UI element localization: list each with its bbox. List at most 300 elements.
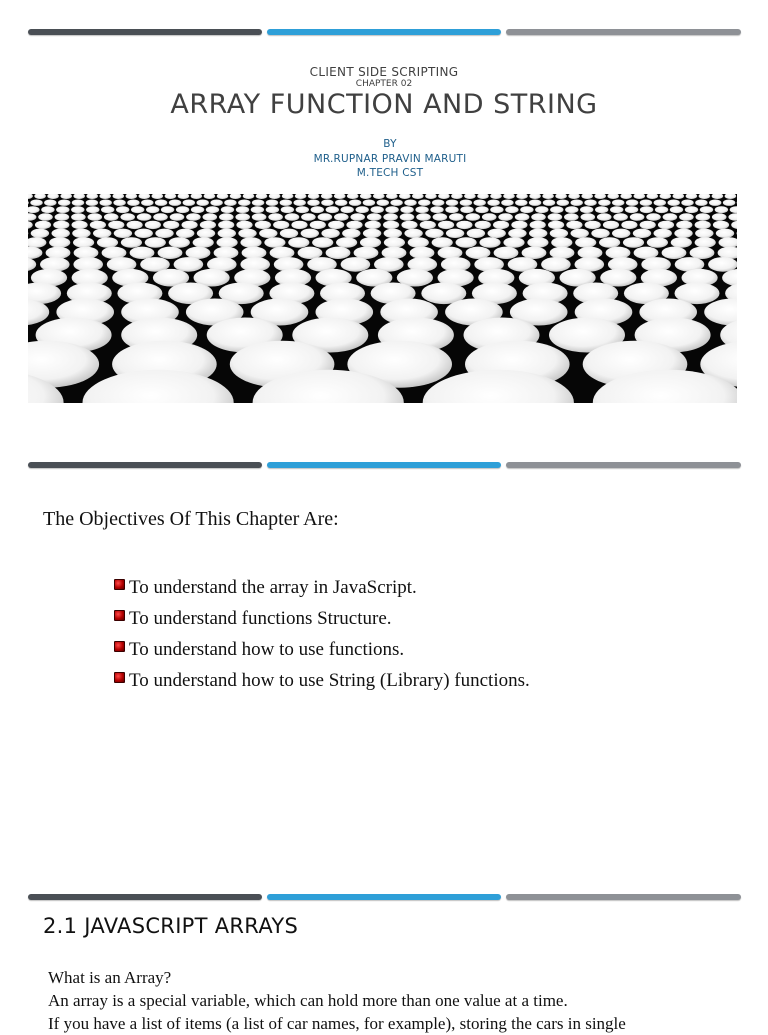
disc <box>404 229 422 238</box>
by-label: BY <box>6 137 768 152</box>
disc <box>385 206 398 213</box>
disc <box>252 213 267 221</box>
divider-bar-dark <box>28 29 262 35</box>
disc <box>467 229 485 238</box>
disc <box>55 213 70 221</box>
disc <box>668 200 680 206</box>
disc <box>640 221 656 229</box>
disc <box>474 200 486 206</box>
disc <box>155 200 167 206</box>
disc <box>685 206 698 213</box>
disc <box>709 200 721 206</box>
disc <box>400 206 413 213</box>
section-body <box>48 966 748 1035</box>
disc <box>456 221 472 229</box>
disc <box>298 247 323 259</box>
disc <box>603 221 619 229</box>
disc <box>342 229 360 238</box>
disc <box>72 229 90 238</box>
divider-bar-dark <box>28 462 262 468</box>
disc <box>108 221 124 229</box>
disc <box>674 229 692 238</box>
disc <box>281 206 294 213</box>
disc <box>700 206 713 213</box>
disc <box>280 229 298 238</box>
disc <box>346 221 362 229</box>
disc <box>416 213 431 221</box>
disc <box>612 229 630 238</box>
disc <box>301 213 316 221</box>
disc <box>432 237 453 248</box>
disc <box>71 213 86 221</box>
disc <box>658 221 674 229</box>
disc <box>356 206 369 213</box>
disc <box>53 221 69 229</box>
disc <box>121 237 142 248</box>
disc <box>86 200 98 206</box>
disc <box>598 200 610 206</box>
disc <box>326 206 339 213</box>
disc <box>591 229 609 238</box>
disc <box>236 221 252 229</box>
disc <box>100 200 112 206</box>
disc <box>31 229 49 238</box>
disc <box>307 200 319 206</box>
disc <box>191 206 204 213</box>
disc <box>155 229 173 238</box>
disc <box>294 200 306 206</box>
disc <box>623 237 644 248</box>
divider-bar-gray <box>506 29 741 35</box>
bullet-icon <box>114 672 125 683</box>
disc <box>326 247 351 259</box>
disc <box>438 221 454 229</box>
disc <box>383 213 398 221</box>
disc <box>86 206 99 213</box>
disc <box>318 213 333 221</box>
disc <box>663 213 678 221</box>
disc <box>655 206 668 213</box>
author-name: MR.RUPNAR PRAVIN MARUTI <box>6 152 768 167</box>
top-divider-bars <box>28 29 741 37</box>
disc <box>390 200 402 206</box>
disc <box>508 229 526 238</box>
disc <box>400 213 415 221</box>
disc <box>93 229 111 238</box>
disc <box>200 221 216 229</box>
disc <box>445 206 458 213</box>
disc <box>640 200 652 206</box>
disc <box>408 237 429 248</box>
divider-bar-blue <box>267 29 501 35</box>
disc <box>131 206 144 213</box>
disc <box>135 229 153 238</box>
disc <box>695 229 713 238</box>
disc <box>475 221 491 229</box>
chapter-label: CHAPTER 02 <box>0 79 768 89</box>
page-title: ARRAY FUNCTION AND STRING <box>0 89 768 120</box>
disc <box>449 213 464 221</box>
disc <box>712 213 727 221</box>
disc <box>488 229 506 238</box>
disc <box>531 213 546 221</box>
disc <box>640 206 653 213</box>
cover-image <box>28 194 737 403</box>
objective-text: To understand the array in JavaScript. <box>129 575 417 600</box>
disc <box>715 206 728 213</box>
disc <box>503 237 524 248</box>
disc <box>580 206 593 213</box>
disc <box>321 200 333 206</box>
list-item <box>114 603 530 634</box>
disc <box>49 237 70 248</box>
disc <box>116 206 129 213</box>
disc <box>153 213 168 221</box>
course-subtitle: CLIENT SIDE SCRIPTING <box>0 65 768 79</box>
objectives-heading: The Objectives Of This Chapter Are: <box>43 508 339 531</box>
list-item <box>114 572 530 603</box>
disc <box>446 229 464 238</box>
disc <box>384 229 402 238</box>
disc <box>575 237 596 248</box>
disc <box>420 221 436 229</box>
disc <box>401 221 417 229</box>
disc <box>612 200 624 206</box>
disc <box>197 200 209 206</box>
disc <box>679 213 694 221</box>
disc <box>219 213 234 221</box>
disc <box>479 237 500 248</box>
disc <box>610 206 623 213</box>
white-discs-pattern <box>28 194 737 403</box>
disc <box>221 206 234 213</box>
section-heading: 2.1 JAVASCRIPT ARRAYS <box>43 914 298 938</box>
disc <box>662 247 687 259</box>
disc <box>285 213 300 221</box>
disc <box>606 247 631 259</box>
disc <box>197 229 215 238</box>
disc <box>566 221 582 229</box>
divider-bar-gray <box>506 462 741 468</box>
disc <box>266 206 279 213</box>
disc <box>141 200 153 206</box>
disc <box>114 229 132 238</box>
divider-bar-gray <box>506 894 741 900</box>
disc <box>493 221 509 229</box>
disc <box>158 247 183 259</box>
disc <box>646 213 661 221</box>
disc <box>56 206 69 213</box>
disc <box>273 221 289 229</box>
disc <box>550 247 575 259</box>
disc <box>676 221 692 229</box>
disc <box>515 200 527 206</box>
list-item <box>114 634 530 665</box>
disc <box>371 206 384 213</box>
objective-text: To understand how to use String (Library) functions. <box>129 668 530 693</box>
disc <box>527 237 548 248</box>
disc <box>487 200 499 206</box>
author-byline <box>6 137 768 181</box>
objective-text: To understand how to use functions. <box>129 637 404 662</box>
disc <box>490 206 503 213</box>
body-line: What is an Array? <box>48 966 748 989</box>
disc <box>695 200 707 206</box>
disc <box>505 206 518 213</box>
disc <box>708 257 737 272</box>
disc <box>301 229 319 238</box>
disc <box>595 206 608 213</box>
disc <box>430 206 443 213</box>
disc <box>255 221 271 229</box>
disc <box>146 206 159 213</box>
disc <box>535 206 548 213</box>
disc <box>690 247 715 259</box>
disc <box>224 200 236 206</box>
disc <box>186 213 201 221</box>
bullet-icon <box>114 641 125 652</box>
disc <box>170 213 185 221</box>
disc <box>38 213 53 221</box>
divider-bar-blue <box>267 894 501 900</box>
disc <box>238 200 250 206</box>
disc <box>584 200 596 206</box>
disc <box>270 247 295 259</box>
disc <box>432 200 444 206</box>
disc <box>104 213 119 221</box>
disc <box>425 229 443 238</box>
disc <box>120 213 135 221</box>
disc <box>161 206 174 213</box>
disc <box>169 200 181 206</box>
disc <box>74 247 99 259</box>
disc <box>696 213 711 221</box>
disc <box>214 247 239 259</box>
disc <box>341 257 371 272</box>
disc <box>88 213 103 221</box>
disc <box>266 200 278 206</box>
disc <box>415 206 428 213</box>
disc <box>418 200 430 206</box>
disc <box>127 200 139 206</box>
disc <box>383 221 399 229</box>
disc <box>511 221 527 229</box>
disc <box>360 237 381 248</box>
disc <box>182 221 198 229</box>
disc <box>44 200 56 206</box>
disc <box>236 206 249 213</box>
disc <box>630 213 645 221</box>
disc <box>240 237 261 248</box>
divider-bar-dark <box>28 894 262 900</box>
disc <box>670 206 683 213</box>
disc <box>350 213 365 221</box>
disc <box>35 221 51 229</box>
disc <box>288 237 309 248</box>
disc <box>520 206 533 213</box>
disc <box>127 221 143 229</box>
disc <box>183 200 195 206</box>
disc <box>310 221 326 229</box>
disc <box>163 221 179 229</box>
disc <box>311 206 324 213</box>
objectives-list <box>114 572 530 696</box>
disc <box>252 200 264 206</box>
divider-bar-blue <box>267 462 501 468</box>
disc <box>585 221 601 229</box>
disc <box>72 221 88 229</box>
disc <box>341 206 354 213</box>
disc <box>550 229 568 238</box>
disc <box>203 213 218 221</box>
disc <box>597 213 612 221</box>
disc <box>268 213 283 221</box>
disc <box>466 247 491 259</box>
disc <box>529 229 547 238</box>
disc <box>71 206 84 213</box>
disc <box>336 237 357 248</box>
disc <box>713 221 729 229</box>
disc <box>97 237 118 248</box>
disc <box>334 213 349 221</box>
disc <box>169 237 190 248</box>
disc <box>543 200 555 206</box>
disc <box>550 206 563 213</box>
disc <box>113 200 125 206</box>
disc <box>681 200 693 206</box>
disc <box>145 237 166 248</box>
disc <box>548 221 564 229</box>
disc <box>529 200 541 206</box>
disc <box>494 247 519 259</box>
disc <box>238 229 256 238</box>
disc <box>530 221 546 229</box>
bullet-icon <box>114 610 125 621</box>
disc <box>291 221 307 229</box>
middle-divider-bars <box>28 462 741 470</box>
disc <box>522 247 547 259</box>
disc <box>176 229 194 238</box>
disc <box>72 200 84 206</box>
disc <box>625 206 638 213</box>
disc <box>206 206 219 213</box>
disc <box>647 237 668 248</box>
body-line: If you have a list of items (a list of car names, for example), storing the cars in single <box>48 1012 748 1035</box>
disc <box>218 229 236 238</box>
disc <box>382 247 407 259</box>
disc <box>41 206 54 213</box>
disc <box>498 213 513 221</box>
disc <box>130 247 155 259</box>
disc <box>280 200 292 206</box>
disc <box>571 229 589 238</box>
disc <box>251 206 264 213</box>
disc <box>349 200 361 206</box>
disc <box>460 200 472 206</box>
disc <box>210 200 222 206</box>
list-item <box>114 665 530 696</box>
disc <box>654 229 672 238</box>
disc <box>259 229 277 238</box>
disc <box>571 200 583 206</box>
disc <box>384 237 405 248</box>
disc <box>176 206 189 213</box>
disc <box>460 206 473 213</box>
disc <box>716 229 734 238</box>
disc <box>296 206 309 213</box>
bottom-divider-bars <box>28 894 741 902</box>
disc <box>73 237 94 248</box>
disc <box>328 221 344 229</box>
disc <box>564 213 579 221</box>
disc <box>581 213 596 221</box>
disc <box>52 229 70 238</box>
disc <box>264 237 285 248</box>
disc <box>723 200 735 206</box>
disc <box>433 213 448 221</box>
disc <box>446 200 458 206</box>
disc <box>695 221 711 229</box>
disc <box>551 237 572 248</box>
disc <box>335 200 347 206</box>
disc <box>438 247 463 259</box>
disc <box>30 200 42 206</box>
disc <box>46 247 71 259</box>
disc <box>501 200 513 206</box>
disc <box>367 213 382 221</box>
disc <box>515 213 530 221</box>
disc <box>321 229 339 238</box>
disc <box>90 221 106 229</box>
bullet-icon <box>114 579 125 590</box>
disc <box>174 257 204 272</box>
disc <box>217 237 238 248</box>
disc <box>565 206 578 213</box>
disc <box>312 237 333 248</box>
disc <box>626 200 638 206</box>
disc <box>354 247 379 259</box>
author-degree: M.TECH CST <box>6 166 768 181</box>
disc <box>193 237 214 248</box>
disc <box>377 200 389 206</box>
disc <box>621 221 637 229</box>
disc <box>475 206 488 213</box>
disc <box>235 213 250 221</box>
disc <box>363 229 381 238</box>
disc <box>218 221 234 229</box>
disc <box>671 237 692 248</box>
disc <box>633 229 651 238</box>
disc <box>456 237 477 248</box>
disc <box>613 213 628 221</box>
body-line: An array is a special variable, which can hold more than one value at a time. <box>48 989 748 1012</box>
disc <box>599 237 620 248</box>
disc <box>466 213 481 221</box>
disc <box>363 200 375 206</box>
disc <box>58 200 70 206</box>
disc <box>482 213 497 221</box>
disc <box>557 200 569 206</box>
disc <box>101 206 114 213</box>
disc <box>404 200 416 206</box>
disc <box>145 221 161 229</box>
disc <box>541 257 571 272</box>
objective-text: To understand functions Structure. <box>129 606 392 631</box>
disc <box>654 200 666 206</box>
disc <box>548 213 563 221</box>
disc <box>137 213 152 221</box>
disc <box>365 221 381 229</box>
